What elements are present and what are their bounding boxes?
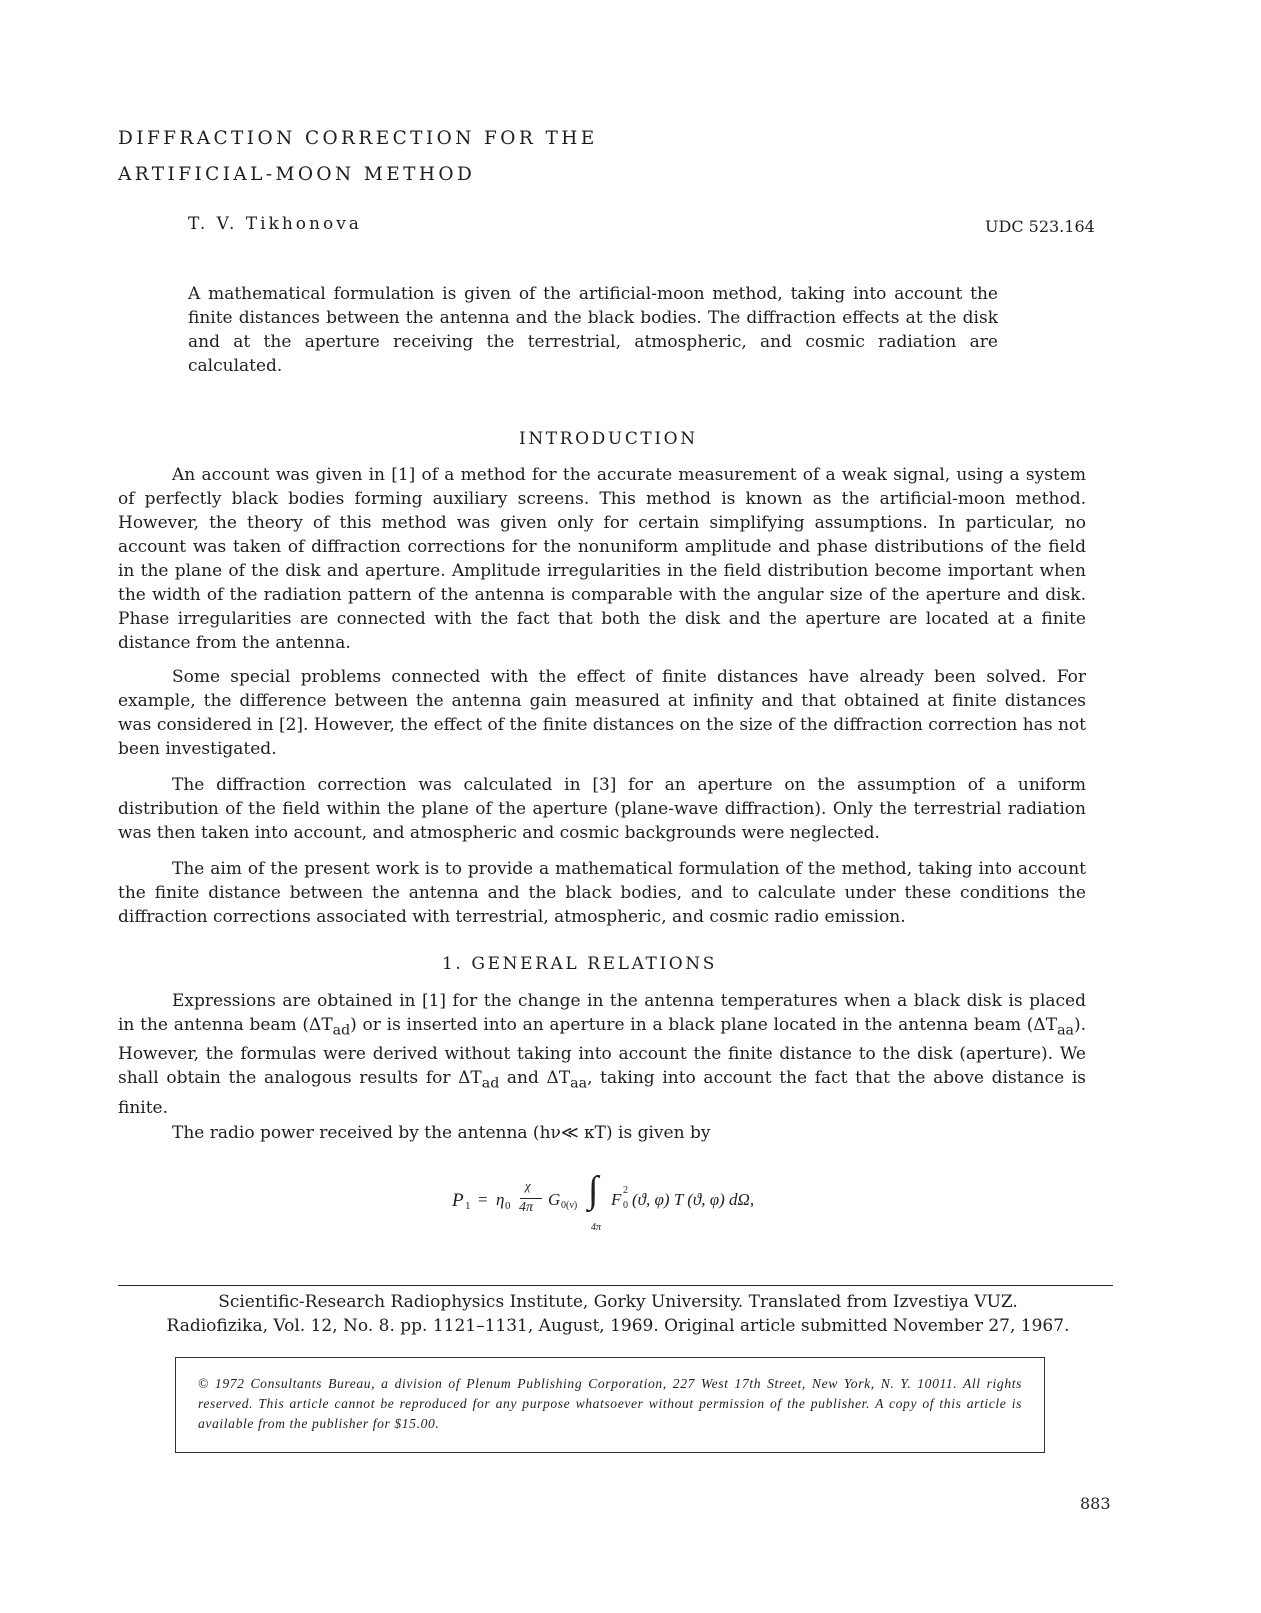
intro-heading: INTRODUCTION — [519, 429, 698, 449]
footnote-rule — [118, 1285, 1113, 1286]
udc-code: UDC 523.164 — [985, 217, 1095, 236]
intro-paragraph: Some special problems connected with the effect of finite distances have already been solved. For example, the difference between the antenna gain measured at infinity and that obtained at finite distances was considered in [2]. However, the effect of the finite distances on the size of the diffraction correction has not been investigated. — [118, 667, 1086, 759]
copyright-box — [175, 1357, 1045, 1453]
section-1-heading: 1. GENERAL RELATIONS — [442, 954, 718, 974]
page-number: 883 — [1080, 1494, 1111, 1513]
section-1-paragraph: Expressions are obtained in [1] for the change in the antenna temperatures when a black disk is placed in the antenna beam $(\Delta T_{ad})$ or is inserted into an aperture in a black plane located in the antenna beam $(\Delta T_{aa})$. However, the formulas were derived without taking into account the finite distance to the disk (aperture). We shall obtain the analogous results for $\Delta T_{ad}$ and $\Delta T_{aa}$, taking into account the fact that the above distance is finite. — [118, 991, 1087, 1118]
copyright-notice: © 1972 Consultants Bureau, a division of Plenum Publishing Corporation, 227 West 17th Street, New York, N. Y. 10011. All rights reserved. This article cannot be reproduced for any purpose whatsoever without permission of the publisher. A copy of this article is available from the publisher for $15.00. — [198, 1376, 1022, 1431]
power-formula: P 1 = η 0 χ 4π G 0(ν) ∫ 4π F 2 0 (ϑ, φ) T (ϑ, φ) dΩ, — [452, 1169, 755, 1233]
title-line-1: DIFFRACTION CORRECTION FOR THE — [118, 128, 598, 149]
footnote-line-2: Radiofizika, Vol. 12, No. 8. pp. 1121–1131, August, 1969. Original article submitted November 27, 1967. — [166, 1316, 1070, 1336]
integral-sign: ∫ — [588, 1169, 599, 1211]
author: T. V. Tikhonova — [188, 214, 362, 234]
title-line-2: ARTIFICIAL-MOON METHOD — [118, 164, 476, 185]
footnote-line-1: Scientific-Research Radiophysics Institute, Gorky University. Translated from Izvestiya VUZ. — [218, 1292, 1018, 1312]
footnote — [118, 1290, 1118, 1338]
abstract: A mathematical formulation is given of the artificial-moon method, taking into account the finite distances between the antenna and the black bodies. The diffraction effects at the disk and at the aperture receiving the terrestrial, atmospheric, and cosmic radiation are calculated. — [188, 284, 998, 376]
intro-paragraph: An account was given in [1] of a method for the accurate measurement of a weak signal, using a system of perfectly black bodies forming auxiliary screens. This method is known as the artificial-moon method. However, the theory of this method was given only for certain simplifying assumptions. In particular, no account was taken of diffraction corrections for the nonuniform amplitude and phase distributions of the field in the plane of the disk and aperture. Amplitude irregularities in the field distribution become important when the width of the radiation pattern of the antenna is comparable with the angular size of the aperture and disk. Phase irregularities are connected with the fact that both the disk and the aperture are located at a finite distance from the antenna. — [118, 465, 1086, 653]
intro-paragraph: The diffraction correction was calculated in [3] for an aperture on the assumption of a uniform distribution of the field within the plane of the aperture (plane-wave diffraction). Only the terrestrial radiation was then taken into account, and atmospheric and cosmic backgrounds were neglected. — [118, 775, 1086, 843]
section-1-paragraph-2: The radio power received by the antenna (hν≪ κT) is given by — [172, 1123, 711, 1143]
intro-paragraph: The aim of the present work is to provide a mathematical formulation of the method, taking into account the finite distance between the antenna and the black bodies, and to calculate under these conditions the diffraction corrections associated with terrestrial, atmospheric, and cosmic radio emission. — [118, 859, 1086, 927]
